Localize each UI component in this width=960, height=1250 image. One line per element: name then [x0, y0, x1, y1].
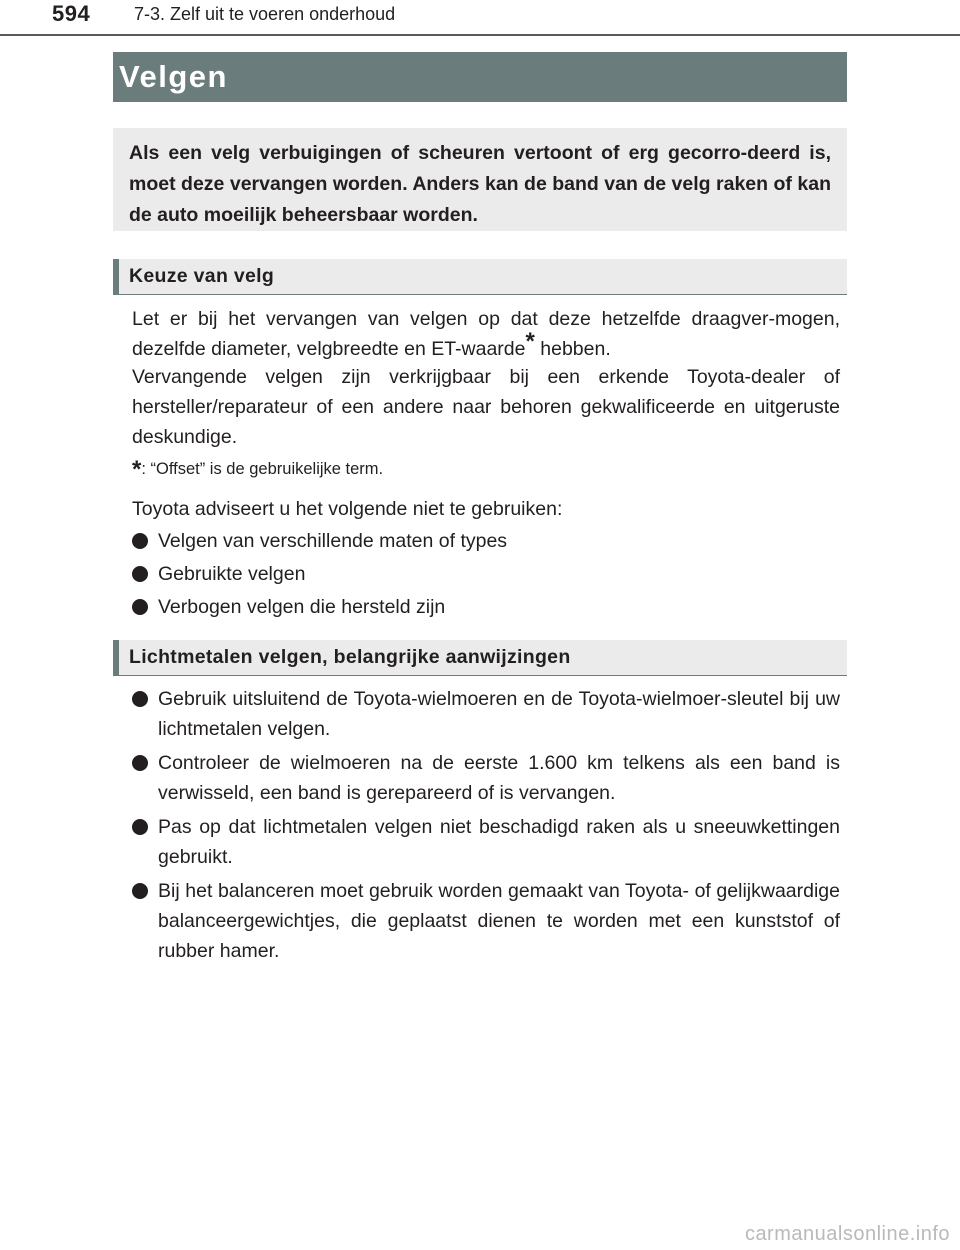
list-item [132, 592, 840, 622]
bullet-dot-icon [132, 599, 148, 615]
section-heading-lichtmetalen [113, 640, 847, 676]
intro-box: Als een velg verbuigingen of scheuren vertoont of erg gecorro-deerd is, moet deze vervangen worden. Anders kan de band van de velg raken of kan de auto moeilijk beheersbaar worden. [113, 128, 847, 231]
list-item-text: Controleer de wielmoeren na de eerste 1.600 km telkens als een band is verwisseld, een band is gerepareerd of is vervangen. [158, 752, 840, 804]
watermark: carmanualsonline.info [744, 1223, 950, 1245]
paragraph-text: Let er bij het vervangen van velgen op dat deze hetzelfde draagver-mogen, dezelfde diameter, velgbreedte en ET-waarde [132, 308, 840, 360]
bullet-dot-icon [132, 883, 148, 899]
list-item-text: Verbogen velgen die hersteld zijn [158, 596, 446, 618]
header-rule [0, 34, 960, 36]
bullet-dot-icon [132, 566, 148, 582]
footnote-marker: * [525, 328, 535, 355]
list-item [132, 812, 840, 872]
paragraph-text-end: hebben. [534, 338, 611, 360]
list-item [132, 684, 840, 744]
list-item [132, 559, 840, 589]
list-item-text: Gebruik uitsluitend de Toyota-wielmoeren en de Toyota-wielmoer-sleutel bij uw lichtmetalen velgen. [158, 688, 840, 740]
page-number: 594 [52, 1, 91, 26]
section-heading-label: Keuze van velg [129, 265, 275, 287]
list-item-text: Pas op dat lichtmetalen velgen niet beschadigd raken als u sneeuwkettingen gebruikt. [158, 816, 840, 868]
bullet-dot-icon [132, 691, 148, 707]
running-head: 7-3. Zelf uit te voeren onderhoud [134, 4, 396, 24]
list-item [132, 526, 840, 556]
list-item [132, 748, 840, 808]
list-item-text: Velgen van verschillende maten of types [158, 530, 508, 552]
paragraph-availability: Vervangende velgen zijn verkrijgbaar bij een erkende Toyota-dealer of hersteller/reparateur of een andere naar behoren gekwalificeerde en uitgeruste deskundige. [132, 366, 840, 448]
list-item-text: Gebruikte velgen [158, 563, 306, 585]
section-heading-label: Lichtmetalen velgen, belangrijke aanwijzingen [129, 646, 571, 668]
section-heading-keuze [113, 259, 847, 295]
advice-text: Toyota adviseert u het volgende niet te gebruiken: [132, 498, 563, 520]
paragraph-load-capacity [132, 304, 840, 364]
list-item [132, 876, 840, 966]
list-item-text: Bij het balanceren moet gebruik worden gemaakt van Toyota- of gelijkwaardige balanceergewichtjes, die geplaatst dienen te worden met een kunststof of rubber hamer. [158, 880, 840, 962]
bullet-dot-icon [132, 755, 148, 771]
bullet-dot-icon [132, 819, 148, 835]
title-bar [113, 52, 847, 102]
bullet-dot-icon [132, 533, 148, 549]
footnote-star: * [132, 456, 142, 483]
footnote [132, 457, 840, 482]
footnote-text: : “Offset” is de gebruikelijke term. [141, 460, 384, 478]
page-title: Velgen [119, 59, 228, 94]
